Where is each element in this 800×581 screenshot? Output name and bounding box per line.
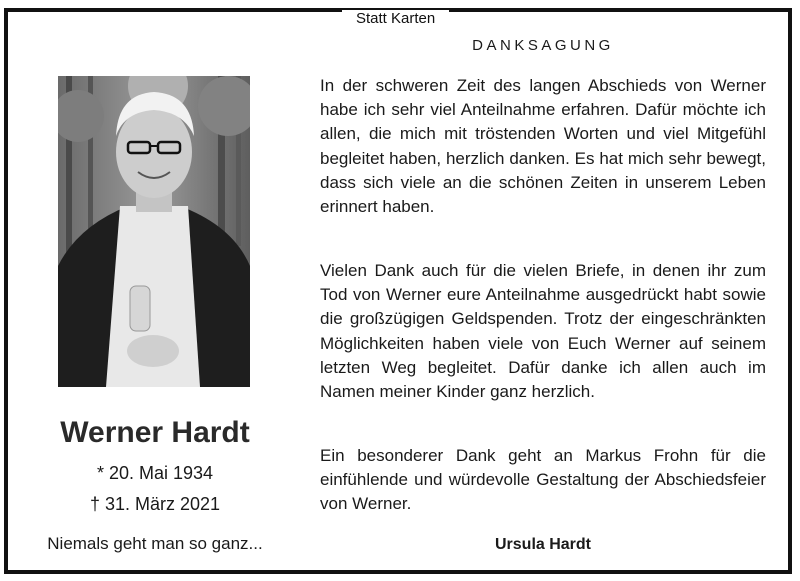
letter-paragraph: In der schweren Zeit des langen Abschieds von Werner habe ich sehr viel Anteilnahme erfahren. Dafür möchte ich allen, die mich mit tröstenden Worten und viel Mitgefühl begleitet haben, herzlich danken. Es hat mich sehr bewegt, dass sich viele an die schönen Zeiten in unserem Leben erinnert haben.	[320, 76, 766, 217]
letter-paragraph: Vielen Dank auch für die vielen Briefe, in denen ihr zum Tod von Werner eure Anteilnahme ausgedrückt habt sowie die großzügigen Geldspenden. Trotz der eingeschränkten Möglichkeiten haben viele von Euch Werner auf seinem letzten Weg begleitet. Dafür danke ich allen auch im Namen meiner Kinder ganz herzlich.	[320, 261, 766, 402]
deceased-name: Werner Hardt	[60, 416, 250, 449]
portrait-photo	[58, 76, 250, 387]
header-label: Statt Karten	[342, 10, 449, 30]
motto: Niemals geht man so ganz...	[47, 534, 263, 553]
death-date: † 31. März 2021	[89, 494, 221, 514]
signature: Ursula Hardt	[494, 536, 592, 553]
letter-paragraph: Ein besonderer Dank geht an Markus Frohn für die einfühlende und würdevolle Gestaltung der Abschiedsfeier von Werner.	[320, 446, 766, 514]
birth-date: * 20. Mai 1934	[96, 463, 214, 483]
letter-heading: DANKSAGUNG	[472, 37, 614, 54]
